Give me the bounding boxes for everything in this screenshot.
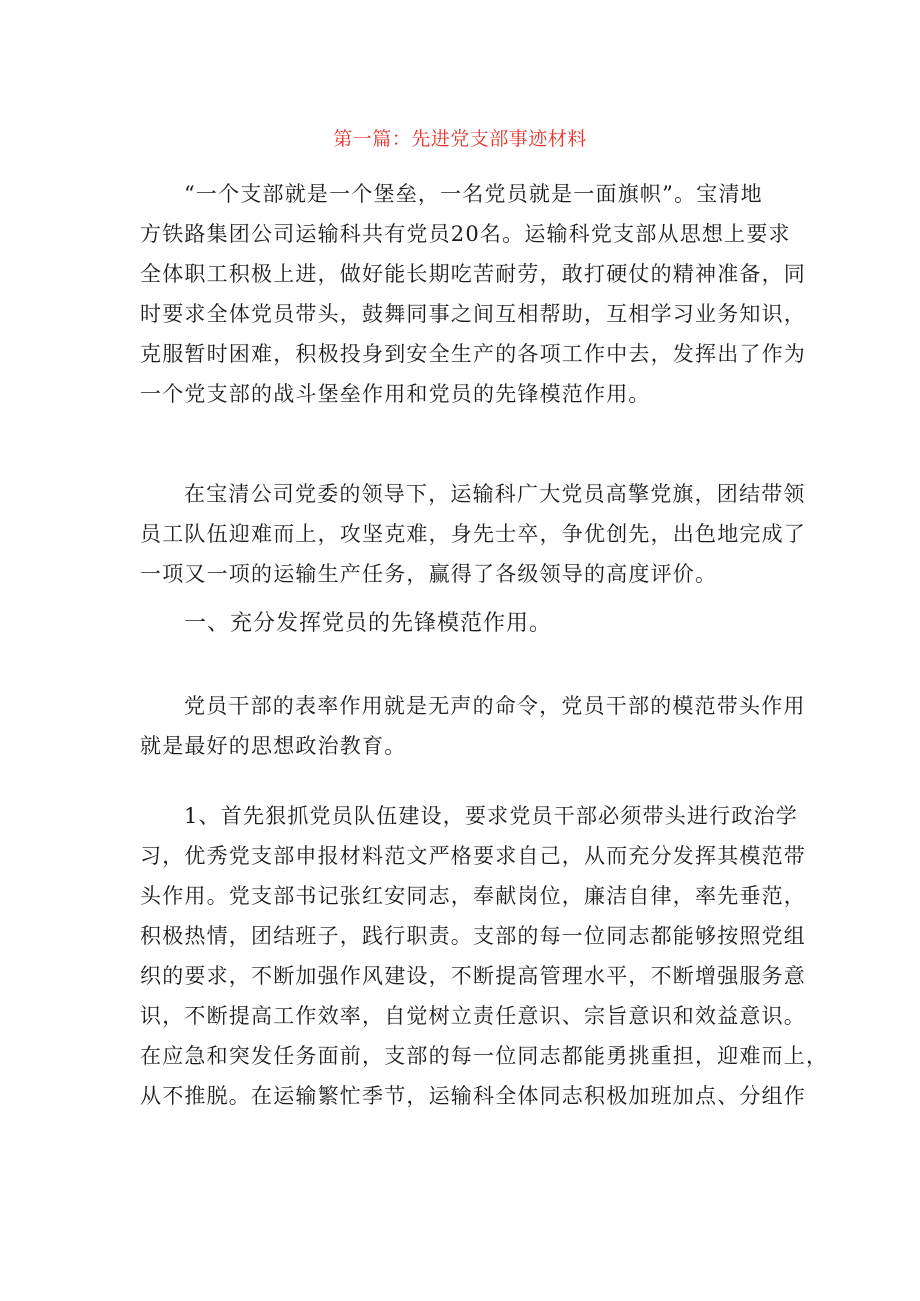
paragraph-line: “一个支部就是一个堡垒，一名党员就是一面旗帜”。宝清地 — [184, 182, 763, 206]
paragraph-line: 在宝清公司党委的领导下，运输科广大党员高擎党旗，团结带领 — [184, 482, 806, 506]
paragraph-3 — [140, 686, 806, 766]
paragraph-line: 一个党支部的战斗堡垒作用和党员的先锋模范作用。 — [140, 382, 651, 406]
paragraph-line: 织的要求，不断加强作风建设，不断提高管理水平，不断增强服务意 — [140, 964, 806, 988]
paragraph-line: 全体职工积极上进，做好能长期吃苦耐劳，敢打硬仗的精神准备，同 — [140, 262, 806, 286]
paragraph-line: 在应急和突发任务面前，支部的每一位同志都能勇挑重担，迎难而上， — [140, 1044, 829, 1068]
paragraph-line: 一项又一项的运输生产任务，赢得了各级领导的高度评价。 — [140, 562, 718, 586]
paragraph-line: 从不推脱。在运输繁忙季节，运输科全体同志积极加班加点、分组作 — [140, 1084, 806, 1108]
paragraph-line: 克服暂时困难，积极投身到安全生产的各项工作中去，发挥出了作为 — [140, 342, 806, 366]
paragraph-line: 党员干部的表率作用就是无声的命令，党员干部的模范带头作用 — [184, 694, 806, 718]
paragraph-line: 时要求全体党员带头，鼓舞同事之间互相帮助，互相学习业务知识， — [140, 302, 806, 326]
paragraph-line: 头作用。党支部书记张红安同志，奉献岗位，廉洁自律，率先垂范， — [140, 884, 806, 908]
paragraph-1 — [140, 174, 806, 414]
paragraph-4 — [140, 796, 829, 1116]
paragraph-line: 1、首先狠抓党员队伍建设，要求党员干部必须带头进行政治学 — [184, 804, 798, 828]
paragraph-2 — [140, 474, 806, 594]
paragraph-line: 员工队伍迎难而上，攻坚克难，身先士卒，争优创先，出色地完成了 — [140, 522, 806, 546]
section-heading: 一、充分发挥党员的先锋模范作用。 — [184, 611, 553, 636]
paragraph-line: 识，不断提高工作效率，自觉树立责任意识、宗旨意识和效益意识。 — [140, 1004, 806, 1028]
document-title: 第一篇：先进党支部事迹材料 — [333, 128, 587, 150]
paragraph-line: 方铁路集团公司运输科共有党员20名。运输科党支部从思想上要求 — [140, 222, 791, 246]
paragraph-line: 积极热情，团结班子，践行职责。支部的每一位同志都能够按照党组 — [140, 924, 806, 948]
paragraph-line: 习，优秀党支部申报材料范文严格要求自己，从而充分发挥其模范带 — [140, 844, 806, 868]
paragraph-line: 就是最好的思想政治教育。 — [140, 734, 407, 758]
